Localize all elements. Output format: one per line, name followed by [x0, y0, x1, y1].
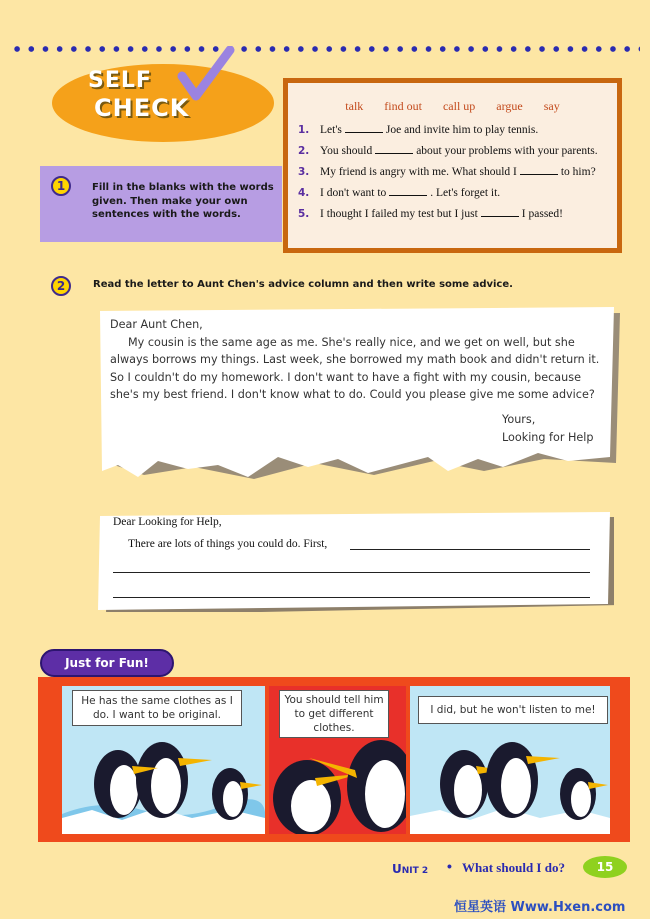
item-text-after: about your problems with your parents. [416, 145, 598, 157]
word-bank-item: talk [345, 99, 364, 113]
item-text-after: to him? [560, 166, 596, 178]
self-check-word-check: CHECK [94, 94, 190, 122]
answer-line[interactable] [113, 572, 590, 573]
page-number: 15 [583, 856, 627, 878]
exercise2-instruction: Read the letter to Aunt Chen's advice column and then write some advice. [93, 279, 513, 290]
footer-title: What should I do? [462, 860, 565, 875]
letter-signoff [502, 411, 594, 446]
item-number: 5. [298, 208, 310, 220]
exercise1-number-badge: 1 [51, 176, 71, 196]
exercise1-item [298, 123, 616, 138]
letter-greeting: Dear Aunt Chen, [110, 318, 203, 331]
exercise1-items [298, 123, 616, 228]
letter-closing: Yours, [502, 413, 536, 426]
item-number: 4. [298, 187, 310, 199]
exercise1-box [283, 78, 622, 253]
just-for-fun-pill [40, 649, 174, 677]
self-check-word-self: SELF [88, 68, 152, 93]
item-text-after: I passed! [521, 208, 563, 220]
blank-line [375, 144, 413, 154]
checkmark-icon [176, 46, 236, 106]
footer-unit-label [392, 862, 428, 876]
exercise1-item [298, 144, 616, 159]
comic-panel-2 [269, 686, 406, 834]
exercise1-item [298, 186, 616, 201]
answer-line[interactable] [113, 597, 590, 598]
item-text-before: My friend is angry with me. What should I [320, 166, 517, 178]
reply-greeting: Dear Looking for Help, [113, 516, 222, 528]
item-text-after: . Let's forget it. [430, 187, 501, 199]
unit-initial: U [392, 862, 402, 876]
comic-strip [38, 677, 630, 842]
word-bank-item: find out [384, 99, 422, 113]
self-check-logo [88, 70, 189, 120]
dotted-divider [10, 44, 640, 54]
just-for-fun-title: Just for Fun! [65, 656, 149, 670]
item-text-before: You should [320, 145, 373, 157]
item-number: 2. [298, 145, 310, 157]
exercise1-item [298, 165, 616, 180]
item-number: 1. [298, 124, 310, 136]
comic-panel-3 [410, 686, 610, 834]
word-bank-item: argue [496, 99, 523, 113]
comic-panel-1 [62, 686, 265, 834]
exercise1-instruction-box [40, 166, 282, 242]
item-number: 3. [298, 166, 310, 178]
item-text-before: Let's [320, 124, 342, 136]
speech-bubble: He has the same clothes as I do. I want to be original. [72, 690, 242, 726]
speech-bubble: I did, but he won't listen to me! [418, 696, 608, 724]
letter-body: My cousin is the same age as me. She's really nice, and we get on well, but she always borrows my things. Last week, she borrowed my math book and didn't return it. So I couldn't do my homework. I don't want to have a fight with my cousin, because she's my best friend. I don't know what to do. Could you please give me some advice? [110, 335, 600, 401]
item-text-before: I don't want to [320, 187, 387, 199]
letter-signature: Looking for Help [502, 430, 594, 444]
answer-line[interactable] [350, 549, 590, 550]
item-text-after: Joe and invite him to play tennis. [385, 124, 539, 136]
advice-letter [110, 316, 600, 404]
exercise2-number-badge: 2 [51, 276, 71, 296]
blank-line [345, 123, 383, 133]
blank-line [481, 207, 519, 217]
reply-start: There are lots of things you could do. First, [128, 538, 328, 550]
reply-letter [113, 516, 593, 550]
blank-line [520, 165, 558, 175]
unit-rest: NIT 2 [401, 866, 429, 876]
blank-line [389, 186, 427, 196]
word-bank [288, 99, 617, 114]
item-text-before: I thought I failed my test but I just [320, 208, 478, 220]
footer-bullet: • [447, 858, 452, 874]
watermark: 恒星英语 Www.Hxen.com [454, 900, 626, 915]
word-bank-item: say [543, 99, 560, 113]
exercise1-instruction: Fill in the blanks with the words given. Then make your own sentences with the words. [92, 182, 274, 220]
word-bank-item: call up [442, 99, 476, 113]
exercise1-item [298, 207, 616, 222]
speech-bubble: You should tell him to get different clothes. [279, 690, 389, 738]
